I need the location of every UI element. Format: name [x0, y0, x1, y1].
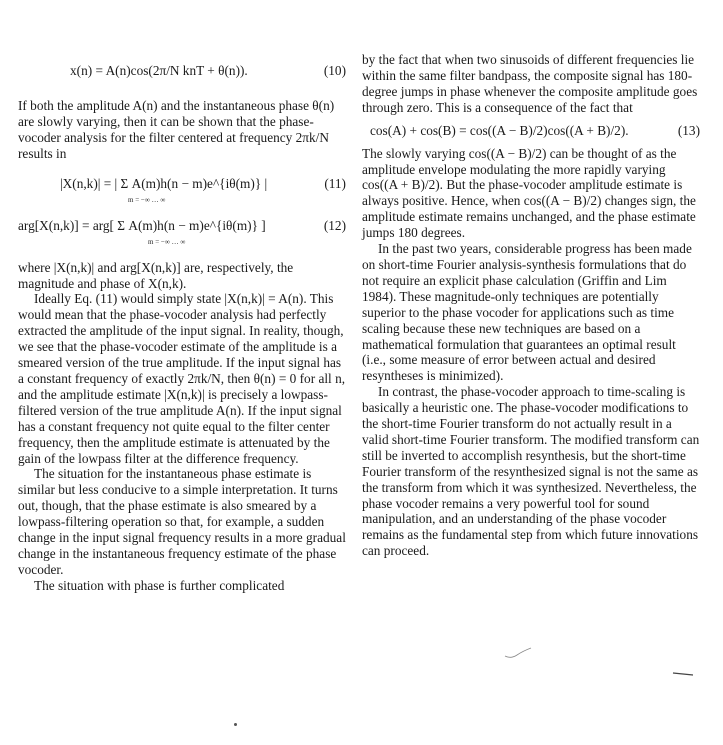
paragraph: The situation for the instantaneous phase estimate is similar but less conducive to a simple interpretation. It turns out, though, that the phase estimate is also smeared by a lowpass-filtering operation so that, for example, a sudden change in the input signal frequency results in a more gradual change in the instantaneous frequency estimate of the phase vocoder. — [18, 466, 346, 577]
dot-mark-icon — [234, 723, 237, 726]
paragraph: where |X(n,k)| and arg[X(n,k)] are, respectively, the magnitude and phase of X(n,k). — [18, 259, 294, 291]
pen-mark-icon — [503, 646, 533, 660]
paragraph: The situation with phase is further complicated — [34, 577, 285, 593]
paragraph: In contrast, the phase-vocoder approach to time-scaling is basically a heuristic one. The phase-vocoder modifications to the short-time Fourier transform do not actually result in a valid short-time Fourier transform. The modified transform can still be inverted to accomplish resynthesis, but the short-time Fourier transform of the resynthesized signal is not the same as the transform from which it was synthesized. Nevertheless, the phase vocoder remains a very powerful tool for sound manipulation, and an understanding of the phase vocoder remains as the fundamental step from which future innovations can proceed. — [362, 384, 700, 559]
paragraph: In the past two years, considerable progress has been made on short-time Fourier analysis-synthesis formulations that do not require an explicit phase calculation (Griffin and Lim 1984). These magnitude-only techniques are potentially superior to the phase vocoder for applications such as time scaling because these new techniques are based on a mathematical formulation that guarantees an optimal result (i.e., some measure of error between actual and desired resyntheses is minimized). — [362, 241, 692, 384]
paragraph: Ideally Eq. (11) would simply state |X(n,k)| = A(n). This would mean that the phase-vocoder analysis had perfectly extracted the amplitude of the input signal. In reality, though, we see that the phase-vocoder estimate of the amplitude is a smeared version of the true amplitude. If the input signal has a constant frequency of exactly 2πk/N, then θ(n) = 0 for all n, and the amplitude estimate |X(n,k)| is precisely a lowpass-filtered version of the true amplitude A(n). If the input signal has a constant frequency not quite equal to the filter center frequency, then the amplitude estimate is attenuated by the gain of the lowpass filter at the difference frequency. — [18, 291, 346, 466]
equation-13-math: cos(A) + cos(B) = cos((A − B)/2)cos((A + B)/2). — [370, 122, 629, 138]
equation-12-math: arg[X(n,k)] = arg[ Σ A(m)h(n − m)e^{iθ(m)} ] — [18, 217, 266, 233]
equation-10-math: x(n) = A(n)cos(2π/N knT + θ(n)). — [70, 63, 248, 78]
paragraph: If both the amplitude A(n) and the instantaneous phase θ(n) are slowly varying, then it can be shown that the phase-vocoder analysis for the filter centered at frequency 2πk/N results in — [18, 98, 335, 161]
equation-11-math: |X(n,k)| = | Σ A(m)h(n − m)e^{iθ(m)} | — [60, 175, 268, 191]
equation-11-number: (11) — [324, 175, 346, 191]
equation-10 — [18, 52, 346, 92]
equation-12-number: (12) — [323, 217, 346, 233]
equation-11-limits: m = −∞ … ∞ — [128, 195, 166, 204]
equation-11 — [18, 162, 346, 208]
equation-12 — [18, 208, 346, 252]
right-column — [362, 52, 700, 559]
equation-12-limits: m = −∞ … ∞ — [148, 237, 186, 246]
equation-13-number: (13) — [677, 122, 700, 138]
left-column — [18, 52, 346, 594]
equation-10-number: (10) — [323, 63, 346, 78]
paragraph: by the fact that when two sinusoids of different frequencies lie within the same filter bandpass, the composite signal has 180-degree jumps in phase whenever the composite amplitude goes through zero. This is a consequence of the fact that — [362, 52, 698, 115]
paragraph: The slowly varying cos((A − B)/2) can be thought of as the amplitude envelope modulating the more rapidly varying cos((A + B)/2). But the phase-vocoder amplitude estimate is always positive. Hence, when cos((A − B)/2) changes sign, the amplitude estimate remains unchanged, and the phase estimate jumps 180 degrees. — [362, 145, 696, 241]
equation-13 — [362, 116, 700, 146]
dash-mark-icon — [672, 671, 694, 677]
